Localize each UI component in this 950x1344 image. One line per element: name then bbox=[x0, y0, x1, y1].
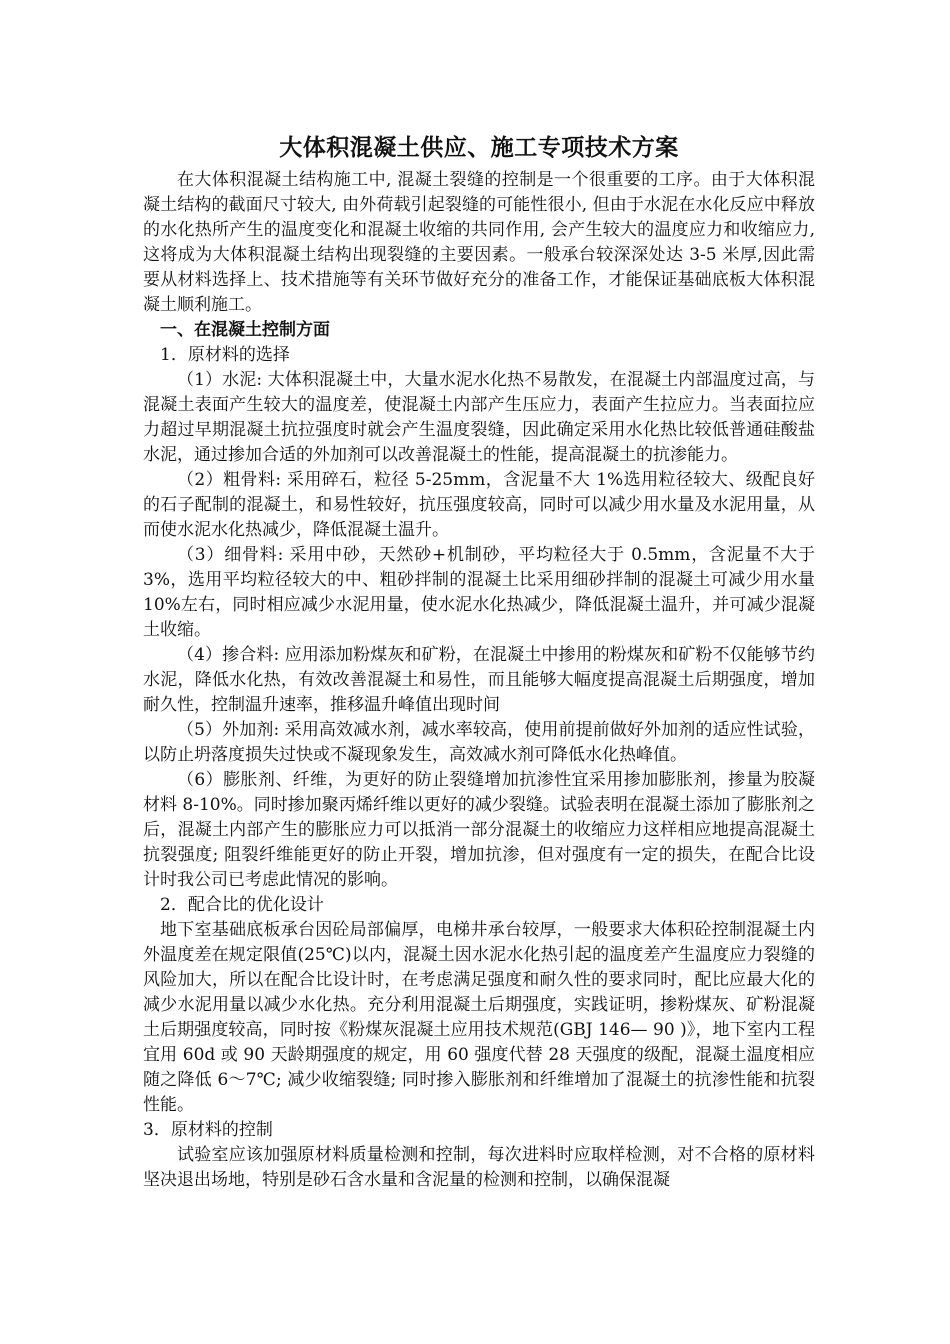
subsection-heading-raw-material-selection: 1．原材料的选择 bbox=[160, 345, 290, 365]
intro-paragraph: 在大体积混凝土结构施工中, 混凝土裂缝的控制是一个很重要的工序。由于大体积混凝土结构的截面尺寸较大, 由外荷载引起裂缝的可能性很小, 但由于水泥在水化反应中释放的水化热所产生的温度变化和混凝土收缩的共同作用, 会产生较大的温度应力和收缩应力, 这将成为大体积混凝土结构出现裂缝的主要因素。一般承台较深深处达 3-5 米厚,因此需要从材料选择上、技术措施等有关环节做好充分的准备工作，才能保证基础底板大体积混凝土顺利施工。 bbox=[143, 170, 815, 315]
item-cement: （1）水泥: 大体积混凝土中，大量水泥水化热不易散发，在混凝土内部温度过高，与混凝土表面产生较大的温度差，使混凝土内部产生压应力，表面产生拉应力。当表面拉应力超过早期混凝土抗拉强度时就会产生温度裂缝，因此确定采用水化热比较低普通硅酸盐水泥，通过掺加合适的外加剂可以改善混凝土的性能，提高混凝土的抗渗能力。 bbox=[143, 370, 815, 465]
item-fine-aggregate: （3）细骨料: 采用中砂，天然砂+机制砂，平均粒径大于 0.5mm，含泥量不大于 3%，选用平均粒径较大的中、粗砂拌制的混凝土比采用细砂拌制的混凝土可减少用水量 10%左右，同时相应减少水泥用量，使水泥水化热减少，降低混凝土温升，并可减少混凝土收缩。 bbox=[143, 545, 815, 640]
document-page bbox=[143, 130, 815, 1193]
item-additive: （5）外加剂: 采用高效减水剂，减水率较高，使用前提前做好外加剂的适应性试验，以防止坍落度损失过快或不凝现象发生，高效减水剂可降低水化热峰值。 bbox=[143, 720, 815, 765]
item-expansive-agent-fiber: （6）膨胀剂、纤维，为更好的防止裂缝增加抗渗性宜采用掺加膨胀剂，掺量为胶凝材料 8-10%。同时掺加聚丙烯纤维以更好的减少裂缝。试验表明在混凝土添加了膨胀剂之后，混凝土内部产生的膨胀应力可以抵消一部分混凝土的收缩应力这样相应地提高混凝土抗裂强度; 阻裂纤维能更好的防止开裂，增加抗渗，但对强度有一定的损失，在配合比设计时我公司已考虑此情况的影响。 bbox=[143, 770, 815, 890]
item-admixture-material: （4）掺合料: 应用添加粉煤灰和矿粉，在混凝土中掺用的粉煤灰和矿粉不仅能够节约水泥，降低水化热，有效改善混凝土和易性，而且能够大幅度提高混凝土后期强度，增加耐久性，控制温升速率，推移温升峰值出现时间 bbox=[143, 645, 815, 715]
mix-design-paragraph: 地下室基础底板承台因砼局部偏厚，电梯井承台较厚，一般要求大体积砼控制混凝土内外温度差在规定限值(25℃)以内，混凝土因水泥水化热引起的温度差产生温度应力裂缝的风险加大，所以在配合比设计时，在考虑满足强度和耐久性的要求同时，配比应最大化的减少水泥用量以减少水化热。充分利用混凝土后期强度，实践证明，掺粉煤灰、矿粉混凝土后期强度较高，同时按《粉煤灰混凝土应用技术规范(GBJ 146— 90 )》，地下室内工程宜用 60d 或 90 天龄期强度的规定，用 60 强度代替 28 天强度的级配，混凝土温度相应随之降低 6～7℃; 减少收缩裂缝; 同时掺入膨胀剂和纤维增加了混凝土的抗渗性能和抗裂性能。 bbox=[143, 920, 815, 1115]
subsection-heading-raw-material-control: 3．原材料的控制 bbox=[143, 1120, 273, 1140]
section-heading-concrete-control: 一、在混凝土控制方面 bbox=[160, 320, 330, 340]
raw-material-control-paragraph: 试验室应该加强原材料质量检测和控制，每次进料时应取样检测，对不合格的原材料坚决退出场地，特别是砂石含水量和含泥量的检测和控制，以确保混凝 bbox=[143, 1145, 815, 1190]
document-title: 大体积混凝土供应、施工专项技术方案 bbox=[279, 134, 679, 161]
subsection-heading-mix-design: 2．配合比的优化设计 bbox=[160, 895, 324, 915]
item-coarse-aggregate: （2）粗骨料: 采用碎石，粒径 5-25mm，含泥量不大 1%选用粒径较大、级配良好的石子配制的混凝土，和易性较好，抗压强度较高，同时可以减少用水量及水泥用量，从而使水泥水化热减少，降低混凝土温升。 bbox=[143, 470, 815, 540]
